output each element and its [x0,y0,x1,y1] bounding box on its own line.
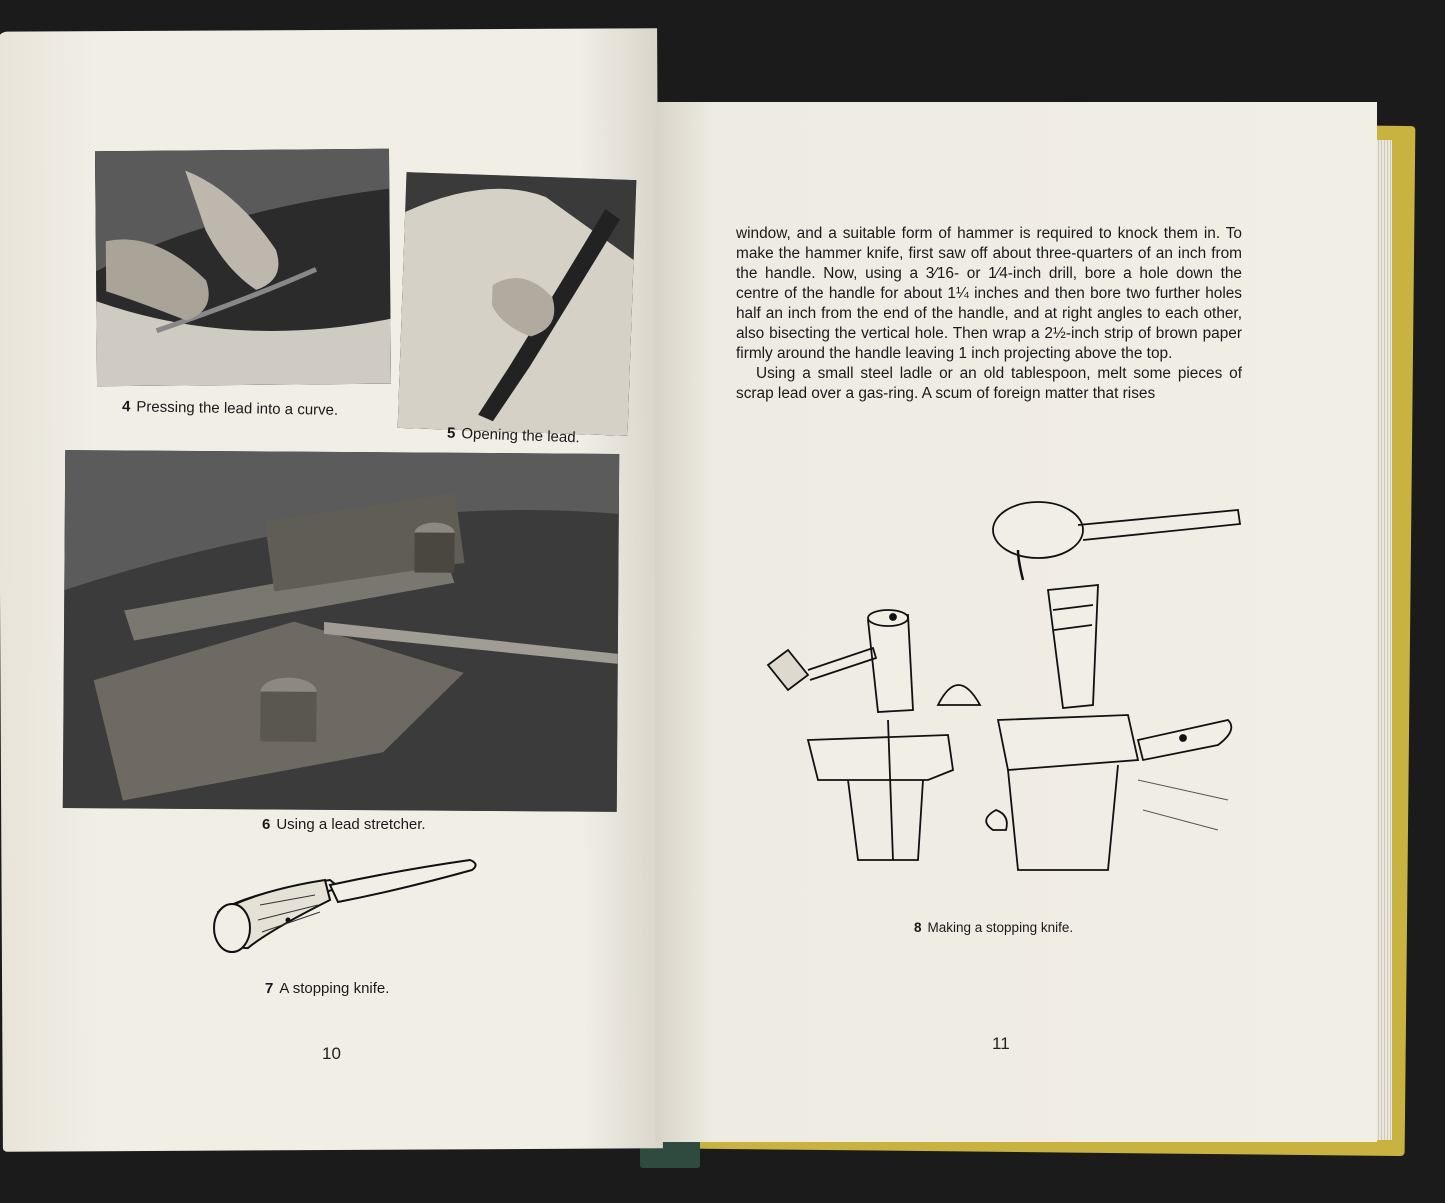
caption-figure-8 [914,920,1073,935]
photo-lead-stretcher [63,450,619,812]
photo-opening-lead-image [398,172,637,436]
photo-pressing-lead [95,149,391,387]
drawing-stopping-knife [200,850,490,980]
photo-opening-lead [398,172,637,436]
figure-5-caption: Opening the lead. [461,425,581,447]
photo-pressing-lead-image [95,149,391,387]
left-page-number: 10 [322,1044,341,1063]
figure-7-number: 7 [265,980,274,997]
figure-6-number: 6 [262,816,271,833]
figure-8-number: 8 [914,920,922,935]
photo-lead-stretcher-image [63,450,619,812]
right-page-number: 11 [992,1034,1010,1053]
paragraph-1: window, and a suitable form of hammer is required to knock them in. To make the hammer knife, first saw off about three-quarters of an inch from the handle. Now, using a 3⁄16- or 1⁄4-inch drill, bore a hole down the centre of the handle for about 1¼ inches and then bore two further holes half an inch from the end of the handle, and at right angles to each other, also bisecting the vertical hole. Then wrap a 2½-inch strip of brown paper firmly around the handle leaving 1 inch projecting above the top. [736,225,1242,362]
figure-8-caption: Making a stopping knife. [927,920,1074,935]
figure-4-number: 4 [121,398,131,416]
figure-5-number: 5 [446,424,456,442]
caption-figure-6 [262,816,426,833]
figure-7-caption: A stopping knife. [279,980,390,997]
body-text [736,224,1242,404]
caption-figure-7 [265,980,389,997]
figure-4-caption: Pressing the lead into a curve. [136,398,339,419]
paragraph-2: Using a small steel ladle or an old tablespoon, melt some pieces of scrap lead over a gas-ring. A scum of foreign matter that rises [736,365,1242,402]
drawing-making-stopping-knife [748,480,1248,890]
figure-6-caption: Using a lead stretcher. [276,816,426,833]
